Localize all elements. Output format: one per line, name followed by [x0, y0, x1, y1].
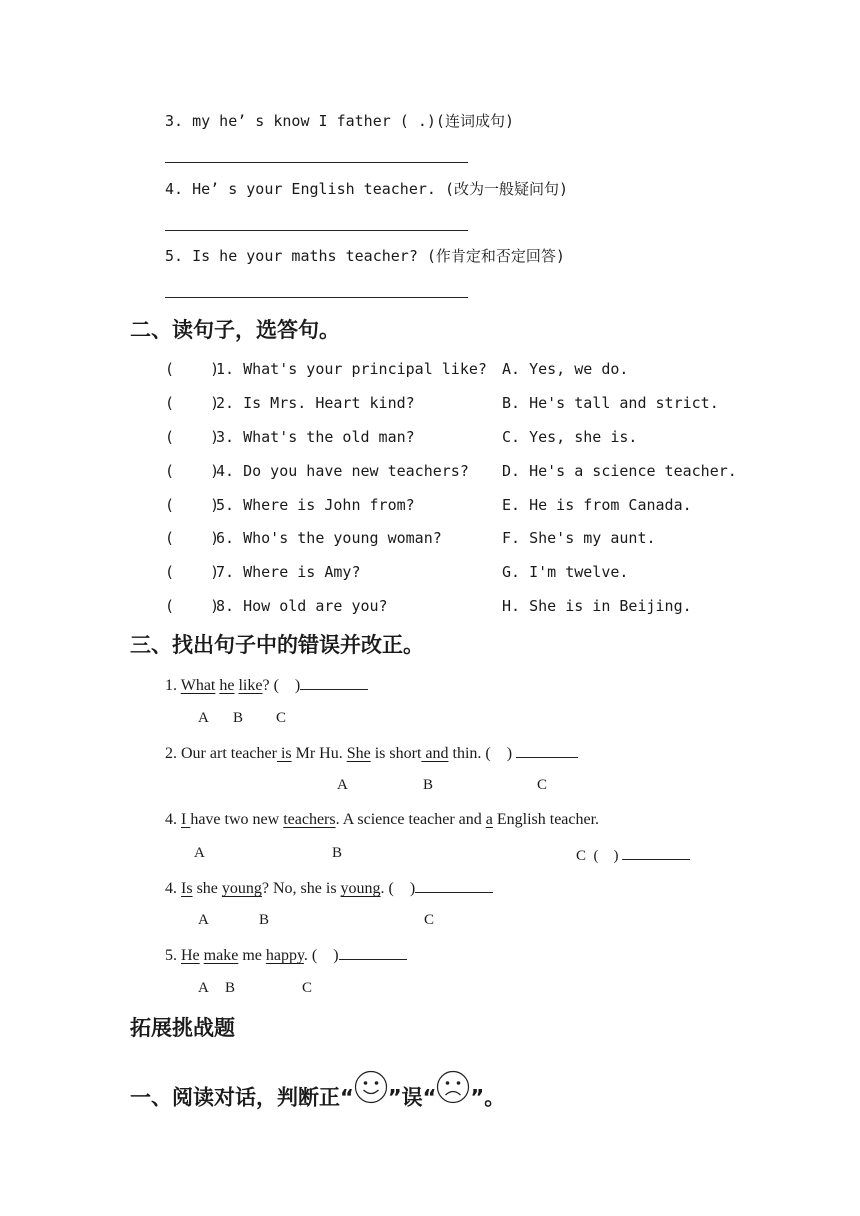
option-label-c: C [276, 710, 287, 726]
answer-option: F. She's my aunt. [502, 529, 656, 547]
question-text: 7. Where is Amy? [216, 563, 361, 581]
option-label-b: B [225, 980, 236, 996]
underlined-word-b: teachers [283, 811, 336, 828]
answer-paren[interactable]: ( ) [165, 563, 220, 581]
option-label-c: C [302, 980, 313, 996]
answer-option: G. I'm twelve. [502, 563, 629, 581]
error-question-1 [165, 675, 368, 696]
question-text: 5. Where is John from? [216, 496, 415, 514]
answer-option: E. He is from Canada. [502, 496, 692, 514]
answer-paren[interactable]: . ( ) [303, 947, 339, 964]
extension-title: 拓展挑战题 [130, 1016, 235, 1040]
answer-paren[interactable]: ( ) [165, 597, 220, 615]
option-label-b: B [423, 777, 434, 793]
answer-line[interactable] [165, 162, 468, 163]
answer-paren[interactable]: ( ) [165, 496, 220, 514]
option-label-a: A [198, 912, 209, 928]
question-text: 1. What's your principal like? [216, 360, 487, 378]
option-label-b: B [233, 710, 244, 726]
answer-blank[interactable] [622, 845, 690, 860]
section-3-title: 三、找出句子中的错误并改正。 [130, 633, 424, 657]
smiley-face-icon [354, 1070, 388, 1111]
option-label-a: A [194, 845, 205, 861]
underlined-word-b: make [203, 947, 239, 964]
underlined-word-b: She [346, 745, 371, 762]
option-label-a: A [198, 710, 209, 726]
answer-option: H. She is in Beijing. [502, 597, 692, 615]
error-question-4: 4. Is she young? No, she is young. ( ) [165, 878, 493, 899]
answer-paren[interactable]: . ( ) [380, 880, 416, 897]
frowning-face-icon [436, 1070, 470, 1111]
answer-blank[interactable] [516, 743, 578, 758]
option-label-c-answer[interactable]: C ( ) [576, 845, 690, 865]
answer-paren[interactable]: thin. ( ) [448, 745, 517, 762]
question-text: 6. Who's the young woman? [216, 529, 442, 547]
answer-option: B. He's tall and strict. [502, 394, 719, 412]
item-3-text: 3. my he’ s know I father ( .)(连词成句) [165, 112, 514, 130]
answer-paren[interactable]: ( ) [165, 394, 220, 412]
section-4-title: 一、阅读对话，判断正“ ”误“ ”。 [130, 1078, 505, 1119]
underlined-word-b: young [221, 880, 262, 897]
answer-paren[interactable]: ( ) [165, 529, 220, 547]
answer-option: A. Yes, we do. [502, 360, 629, 378]
item-5-text: 5. Is he your maths teacher? (作肯定和否定回答) [165, 247, 565, 265]
underlined-word-b: he [219, 677, 235, 694]
underlined-word-c: a [485, 811, 493, 828]
error-question-3: 4. I have two new teachers. A science teacher and a English teacher. [165, 811, 600, 828]
answer-line[interactable] [165, 230, 468, 231]
answer-option: D. He's a science teacher. [502, 462, 737, 480]
underlined-word-c: happy [265, 947, 304, 964]
answer-blank[interactable] [300, 675, 368, 690]
underlined-word-a: Is [181, 880, 193, 897]
answer-blank[interactable] [415, 878, 493, 893]
underlined-word-a: He [181, 947, 200, 964]
question-text: 3. What's the old man? [216, 428, 415, 446]
question-number: 1. [165, 677, 181, 694]
answer-paren[interactable]: ? ( ) [262, 677, 301, 694]
underlined-word-a: is [276, 745, 292, 762]
option-label-a: A [198, 980, 209, 996]
option-label-c: C [537, 777, 548, 793]
answer-paren[interactable]: ( ) [165, 462, 220, 480]
question-text: 8. How old are you? [216, 597, 388, 615]
option-label-b: B [259, 912, 270, 928]
answer-blank[interactable] [339, 945, 407, 960]
option-label-c: C [424, 912, 435, 928]
answer-line[interactable] [165, 297, 468, 298]
option-label-a: A [337, 777, 348, 793]
option-label-b: B [332, 845, 343, 861]
question-text: 4. Do you have new teachers? [216, 462, 469, 480]
underlined-word-a: I [181, 811, 191, 828]
answer-paren[interactable]: ( ) [165, 428, 220, 446]
underlined-word-a: What [180, 677, 216, 694]
underlined-word-c: like [238, 677, 263, 694]
underlined-word-c: young [340, 880, 381, 897]
answer-option: C. Yes, she is. [502, 428, 638, 446]
item-4-text: 4. He’ s your English teacher. (改为一般疑问句) [165, 180, 569, 198]
underlined-word-c: and [421, 745, 449, 762]
answer-paren[interactable]: ( ) [165, 360, 220, 378]
section-2-title: 二、读句子，选答句。 [130, 318, 340, 342]
error-question-5: 5. He make me happy. ( ) [165, 945, 407, 966]
error-question-2: 2. Our art teacher is Mr Hu. She is short and thin. ( ) [165, 743, 578, 764]
question-text: 2. Is Mrs. Heart kind? [216, 394, 415, 412]
